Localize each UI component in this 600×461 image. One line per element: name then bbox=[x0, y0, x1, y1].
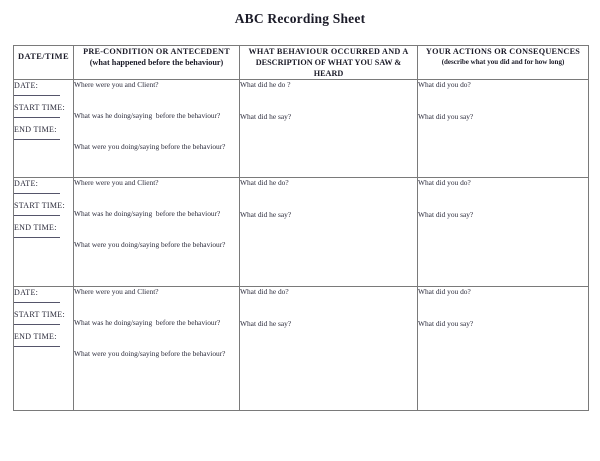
end-time-field-group[interactable] bbox=[14, 124, 73, 140]
end-time-write-in-rule[interactable] bbox=[14, 237, 60, 238]
start-time-write-in-rule[interactable] bbox=[14, 215, 60, 216]
behaviour-prompt-said: What did he say? bbox=[240, 210, 292, 219]
column-header-antecedent bbox=[74, 46, 240, 80]
column-header-actions-line1: YOUR ACTIONS OR CONSEQUENCES bbox=[425, 47, 581, 56]
antecedent-prompt-location: Where were you and Client? bbox=[74, 287, 159, 296]
date-field-group[interactable] bbox=[14, 178, 73, 194]
date-write-in-rule[interactable] bbox=[14, 95, 60, 96]
end-time-label: END TIME: bbox=[14, 125, 57, 134]
column-header-actions-line2: (describe what you did and for how long) bbox=[441, 58, 565, 66]
table-row bbox=[14, 287, 589, 411]
cell-antecedent[interactable] bbox=[74, 287, 240, 411]
behaviour-prompt-did: What did he do? bbox=[240, 178, 289, 187]
date-label: DATE: bbox=[14, 179, 39, 188]
abc-recording-table bbox=[13, 45, 589, 411]
date-write-in-rule[interactable] bbox=[14, 302, 60, 303]
date-field-group[interactable] bbox=[14, 80, 73, 96]
cell-datetime[interactable] bbox=[14, 80, 74, 178]
start-time-field-group[interactable] bbox=[14, 309, 73, 325]
actions-prompt-did: What did you do? bbox=[418, 80, 471, 89]
actions-prompt-said: What did you say? bbox=[418, 319, 474, 328]
actions-prompt-said: What did you say? bbox=[418, 210, 474, 219]
cell-antecedent[interactable] bbox=[74, 80, 240, 178]
date-label: DATE: bbox=[14, 288, 39, 297]
end-time-field-group[interactable] bbox=[14, 331, 73, 347]
antecedent-prompt-client-activity: What was he doing/saying before the behaviour? bbox=[74, 111, 221, 120]
antecedent-prompt-client-activity: What was he doing/saying before the behaviour? bbox=[74, 209, 221, 218]
actions-prompt-did: What did you do? bbox=[418, 287, 471, 296]
date-label: DATE: bbox=[14, 81, 39, 90]
cell-actions[interactable] bbox=[418, 178, 589, 287]
start-time-write-in-rule[interactable] bbox=[14, 117, 60, 118]
page-title: ABC Recording Sheet bbox=[234, 11, 366, 26]
behaviour-prompt-did: What did he do? bbox=[240, 287, 289, 296]
antecedent-prompt-client-activity: What was he doing/saying before the behaviour? bbox=[74, 318, 221, 327]
behaviour-prompt-said: What did he say? bbox=[240, 112, 292, 121]
column-header-behaviour-line2: DESCRIPTION OF WHAT YOU SAW & HEARD bbox=[255, 58, 402, 78]
date-field-group[interactable] bbox=[14, 287, 73, 303]
table-row bbox=[14, 178, 589, 287]
cell-antecedent[interactable] bbox=[74, 178, 240, 287]
date-write-in-rule[interactable] bbox=[14, 193, 60, 194]
cell-datetime[interactable] bbox=[14, 287, 74, 411]
column-header-antecedent-line2: (what happened before the behaviour) bbox=[89, 58, 224, 67]
column-header-behaviour-line1: WHAT BEHAVIOUR OCCURRED AND A bbox=[248, 47, 409, 56]
antecedent-prompt-your-activity: What were you doing/saying before the behaviour? bbox=[74, 349, 226, 358]
start-time-label: START TIME: bbox=[14, 201, 65, 210]
column-header-antecedent-line1: PRE-CONDITION OR ANTECEDENT bbox=[83, 47, 230, 56]
start-time-field-group[interactable] bbox=[14, 200, 73, 216]
start-time-label: START TIME: bbox=[14, 103, 65, 112]
end-time-label: END TIME: bbox=[14, 223, 57, 232]
antecedent-prompt-location: Where were you and Client? bbox=[74, 178, 159, 187]
behaviour-prompt-did: What did he do ? bbox=[240, 80, 291, 89]
cell-behaviour[interactable] bbox=[240, 80, 418, 178]
behaviour-prompt-said: What did he say? bbox=[240, 319, 292, 328]
cell-behaviour[interactable] bbox=[240, 287, 418, 411]
start-time-label: START TIME: bbox=[14, 310, 65, 319]
cell-behaviour[interactable] bbox=[240, 178, 418, 287]
end-time-field-group[interactable] bbox=[14, 222, 73, 238]
table-row bbox=[14, 80, 589, 178]
actions-prompt-did: What did you do? bbox=[418, 178, 471, 187]
column-header-behaviour bbox=[240, 46, 418, 80]
actions-prompt-said: What did you say? bbox=[418, 112, 474, 121]
table-header-row bbox=[14, 46, 589, 80]
column-header-datetime bbox=[14, 46, 74, 80]
antecedent-prompt-location: Where were you and Client? bbox=[74, 80, 159, 89]
start-time-field-group[interactable] bbox=[14, 102, 73, 118]
table-body bbox=[14, 80, 589, 411]
cell-actions[interactable] bbox=[418, 287, 589, 411]
table-header bbox=[14, 46, 589, 80]
column-header-datetime-label: DATE/TIME bbox=[18, 52, 69, 61]
antecedent-prompt-your-activity: What were you doing/saying before the behaviour? bbox=[74, 142, 226, 151]
end-time-write-in-rule[interactable] bbox=[14, 139, 60, 140]
cell-actions[interactable] bbox=[418, 80, 589, 178]
cell-datetime[interactable] bbox=[14, 178, 74, 287]
column-header-actions bbox=[418, 46, 589, 80]
antecedent-prompt-your-activity: What were you doing/saying before the behaviour? bbox=[74, 240, 226, 249]
end-time-write-in-rule[interactable] bbox=[14, 346, 60, 347]
end-time-label: END TIME: bbox=[14, 332, 57, 341]
start-time-write-in-rule[interactable] bbox=[14, 324, 60, 325]
